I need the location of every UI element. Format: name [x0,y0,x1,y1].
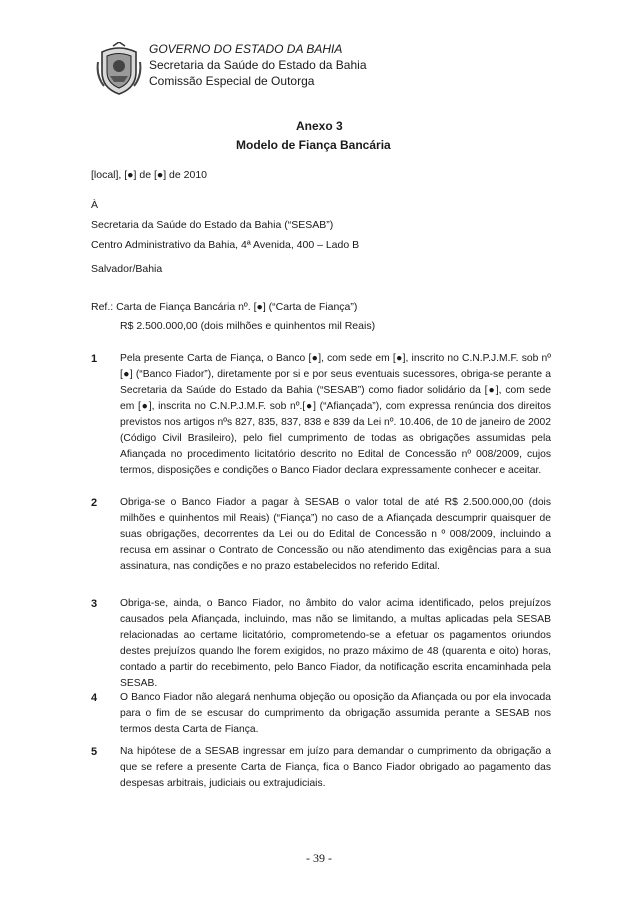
commission-name: Comissão Especial de Outorga [149,74,315,88]
annex-title: Anexo 3 [296,119,343,133]
clause-1 [91,351,551,479]
date-line: [local], [●] de [●] de 2010 [91,169,208,181]
clause-4 [91,690,551,738]
addressee-city: Salvador/Bahia [91,263,163,275]
document-header [149,41,367,89]
clause-number: 2 [91,497,98,509]
reference-line: Ref.: Carta de Fiança Bancária nº. [●] (“Carta de Fiança”) [91,301,358,313]
clause-3 [91,596,551,692]
document-titles [0,117,638,155]
state-coat-of-arms-icon [96,42,142,96]
addressee-salutation: À [91,199,99,211]
clause-5 [91,744,551,792]
clause-number: 1 [91,353,98,365]
clause-number: 3 [91,598,98,610]
clause-text: Na hipótese de a SESAB ingressar em juízo para demandar o cumprimento da obrigação a que se refere a presente Carta de Fiança, fica o Banco Fiador obrigado ao pagamento das despesas arbitrais, judiciais ou extrajudiciais. [120,746,551,789]
clause-text: Pela presente Carta de Fiança, o Banco [●], com sede em [●], inscrito no C.N.P.J.M.F. sob nº [●] (“Banco Fiador”), diretamente por si e por seus eventuais sucessores, obriga-se perante a Secretaria da Saúde do Estado da Bahia (“SESAB”) como fiador solidário da [●], com sede em [●], inscrita no C.N.P.J.M.F. sob nº.[●] (“Afiançada”), com expressa renúncia dos direitos previstos nos artigos nºs 827, 835, 837, 838 e 839 da Lei nº. 10.406, de 10 de janeiro de 2002 (Código Civil Brasileiro), pelo fiel cumprimento de todas as obrigações assumidas pela Afiançada no procedimento licitatório descrito no Edital de Concessão nº 008/2009, cujos termos, disposições e condições o Banco Fiador declara expressamente conhecer e aceitar. [120,353,551,476]
government-title: GOVERNO DO ESTADO DA BAHIA [149,42,343,56]
page-number: - 39 - [306,851,332,865]
clause-2 [91,495,551,575]
clause-number: 4 [91,692,98,704]
clause-text: O Banco Fiador não alegará nenhuma objeção ou oposição da Afiançada ou por ela invocada para o fim de se escusar do cumprimento da obrigação assumida perante a SESAB nos termos desta Carta de Fiança. [120,692,551,735]
reference-amount: R$ 2.500.000,00 (dois milhões e quinhentos mil Reais) [120,320,376,332]
model-title: Modelo de Fiança Bancária [236,138,391,152]
addressee-address: Centro Administrativo da Bahia, 4ª Avenida, 400 – Lado B [91,239,360,251]
addressee-name: Secretaria da Saúde do Estado da Bahia (“SESAB”) [91,219,334,231]
clause-text: Obriga-se, ainda, o Banco Fiador, no âmbito do valor acima identificado, pelos prejuízos causados pela Afiançada, incluindo, mas não se limitando, a multas aplicadas pela SESAB relacionadas ao certame licitatório, comprometendo-se a efetuar os pagamentos oriundos destes prejuízos quando lhe forem exigidos, no prazo máximo de 48 (quarenta e oito) horas, contado a partir do recebimento, pelo Banco Fiador, da notificação escrita encaminhada pela SESAB. [120,598,551,689]
secretariat-name: Secretaria da Saúde do Estado da Bahia [149,58,367,72]
clause-number: 5 [91,746,98,758]
clause-text: Obriga-se o Banco Fiador a pagar à SESAB o valor total de até R$ 2.500.000,00 (dois milhões e quinhentos mil Reais) (“Fiança”) no caso de a Afiançada descumprir quaisquer de suas obrigações, decorrentes da Lei ou do Edital de Concessão n º 008/2009, incluindo a recusa em assinar o Contrato de Concessão ou não atendimento das exigências para a sua assinatura, nas condições e no prazo estabelecidos no referido Edital. [120,497,551,572]
